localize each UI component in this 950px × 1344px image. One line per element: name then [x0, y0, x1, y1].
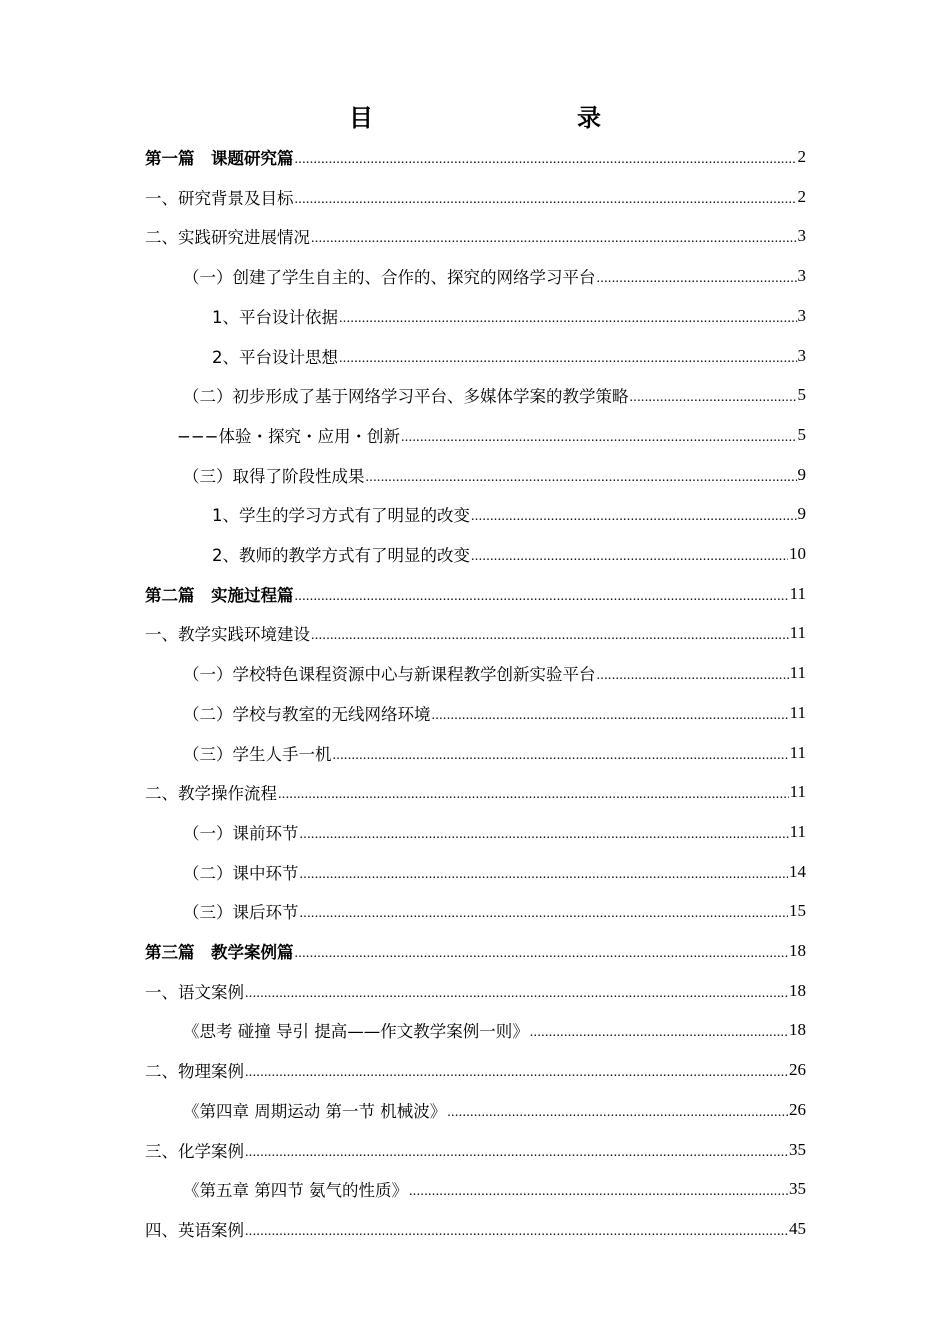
dot-leader	[401, 431, 797, 455]
toc-entry-label: 二、教学操作流程	[145, 784, 277, 804]
toc-entry-label: （二）学校与教室的无线网络环境	[183, 704, 431, 724]
toc-entry-label: 《第五章 第四节 氨气的性质》	[183, 1181, 408, 1201]
toc-entry-label: （一）课前环节	[183, 823, 299, 843]
toc-entry[interactable]	[145, 852, 806, 892]
toc-entry-page: 11	[789, 702, 806, 722]
toc-entry[interactable]	[145, 375, 806, 415]
toc-entry-label: 1、平台设计依据	[212, 307, 338, 327]
dot-leader	[278, 788, 789, 812]
toc-entry-label: 2、平台设计思想	[212, 347, 338, 367]
toc-entry-label: （二）课中环节	[183, 863, 299, 883]
toc-entry-label: 四、英语案例	[145, 1220, 244, 1240]
toc-entry-label: −−−体验・探究・应用・创新	[177, 426, 400, 446]
dot-leader	[471, 510, 797, 534]
toc-entry-label: 1、学生的学习方式有了明显的改变	[212, 506, 470, 526]
toc-entry[interactable]	[145, 1209, 806, 1249]
dot-leader	[295, 153, 797, 177]
toc-entry[interactable]	[145, 891, 806, 931]
dot-leader	[300, 828, 789, 852]
dot-leader	[432, 709, 789, 733]
dot-leader	[245, 987, 788, 1011]
dot-leader	[339, 352, 797, 376]
toc-entry-page: 2	[797, 147, 806, 166]
toc-entry-page: 2	[797, 186, 806, 206]
toc-entry-page: 9	[797, 504, 806, 524]
toc-entry-page: 26	[789, 1099, 806, 1119]
toc-entry-page: 18	[789, 980, 806, 1000]
dot-leader	[295, 947, 789, 971]
toc-entry[interactable]	[145, 733, 806, 773]
dot-leader	[597, 669, 789, 693]
toc-entry-page: 45	[789, 1218, 806, 1238]
dot-leader	[339, 312, 797, 336]
toc-entry-page: 11	[789, 663, 806, 683]
toc-entry[interactable]	[145, 1050, 806, 1090]
toc-entry[interactable]	[145, 177, 806, 217]
toc-entry-page: 11	[789, 821, 806, 841]
toc-entry-page: 5	[797, 424, 806, 444]
toc-entry-label: 2、教师的教学方式有了明显的改变	[212, 546, 470, 565]
toc-entry-page: 35	[789, 1139, 806, 1159]
toc-entry-label: 《第四章 周期运动 第一节 机械波》	[183, 1101, 447, 1121]
toc-entry[interactable]	[145, 1130, 806, 1170]
toc-entry-label: 二、实践研究进展情况	[145, 228, 310, 248]
toc-entry-page: 14	[789, 861, 806, 881]
dot-leader	[447, 1106, 788, 1130]
toc-entry[interactable]	[145, 534, 806, 574]
dot-leader	[630, 391, 797, 415]
toc-entry-label: 第一篇 课题研究篇	[145, 149, 294, 168]
toc-entry-page: 15	[789, 901, 806, 921]
dot-leader	[471, 550, 788, 574]
toc-entry-part-2[interactable]	[145, 574, 806, 614]
dot-leader	[295, 590, 789, 614]
dot-leader	[409, 1185, 788, 1209]
toc-entry-label: 一、语文案例	[145, 982, 244, 1002]
toc-entry[interactable]	[145, 296, 806, 336]
toc-entry-page: 9	[797, 464, 806, 484]
toc-entry-part-1[interactable]	[145, 137, 806, 177]
toc-entry[interactable]	[145, 971, 806, 1011]
toc-entry-label: （三）学生人手一机	[183, 744, 332, 764]
toc-entry-label: （三）取得了阶段性成果	[183, 466, 365, 486]
toc-entry[interactable]	[145, 415, 806, 455]
toc-entry[interactable]	[145, 812, 806, 852]
toc-entry-label: 一、教学实践环境建设	[145, 625, 310, 645]
toc-entry[interactable]	[145, 256, 806, 296]
toc-entry-page: 3	[797, 345, 806, 365]
toc-entry-label: 二、物理案例	[145, 1062, 244, 1082]
dot-leader	[597, 272, 797, 296]
toc-entry-page: 11	[789, 583, 806, 603]
toc-entry[interactable]	[145, 455, 806, 495]
toc-entry-label: 第三篇 教学案例篇	[145, 943, 294, 962]
dot-leader	[333, 749, 789, 773]
toc-entry-page: 5	[797, 385, 806, 405]
toc-entry-page: 18	[789, 941, 806, 960]
toc-entry[interactable]	[145, 772, 806, 812]
toc-entry-label: 第二篇 实施过程篇	[145, 585, 294, 605]
toc-entry[interactable]	[145, 1010, 806, 1050]
page-title: 目 录	[349, 104, 653, 132]
toc-entry-page: 3	[797, 226, 806, 246]
toc-entry-label: （一）学校特色课程资源中心与新课程教学创新实验平台	[183, 665, 596, 685]
dot-leader	[245, 1225, 788, 1249]
dot-leader	[311, 232, 797, 256]
dot-leader	[245, 1066, 788, 1090]
toc-entry-label: （三）课后环节	[183, 903, 299, 923]
dot-leader	[300, 868, 789, 892]
toc-entry[interactable]	[145, 613, 806, 653]
toc-entry-label: （二）初步形成了基于网络学习平台、多媒体学案的教学策略	[183, 387, 629, 407]
toc-entry[interactable]	[145, 216, 806, 256]
toc-entry-page: 11	[789, 782, 806, 802]
toc-entry-label: 《思考 碰撞 导引 提高——作文教学案例一则》	[183, 1022, 529, 1042]
toc-entry-page: 11	[789, 623, 806, 643]
toc-entry[interactable]	[145, 494, 806, 534]
dot-leader	[366, 471, 797, 495]
toc-entry[interactable]	[145, 653, 806, 693]
dot-leader	[311, 629, 789, 653]
toc-entry-page: 3	[797, 305, 806, 325]
toc-entry-part-3[interactable]	[145, 931, 806, 971]
dot-leader	[295, 193, 797, 217]
toc-entry[interactable]	[145, 1090, 806, 1130]
toc-entry-page: 26	[789, 1060, 806, 1080]
toc-entry-label: 三、化学案例	[145, 1141, 244, 1161]
dot-leader	[530, 1026, 788, 1050]
toc-entry-page: 11	[789, 742, 806, 762]
toc-entry-page: 10	[789, 544, 806, 563]
toc-entry[interactable]	[145, 693, 806, 733]
dot-leader	[300, 907, 789, 931]
toc-entry-page: 35	[789, 1179, 806, 1199]
dot-leader	[245, 1146, 788, 1170]
toc-entry-page: 18	[789, 1020, 806, 1040]
toc-entry[interactable]	[145, 1169, 806, 1209]
toc-entry-page: 3	[797, 266, 806, 286]
toc-entry[interactable]	[145, 336, 806, 376]
toc-entry-label: 一、研究背景及目标	[145, 188, 294, 208]
toc-entry-label: （一）创建了学生自主的、合作的、探究的网络学习平台	[183, 268, 596, 288]
